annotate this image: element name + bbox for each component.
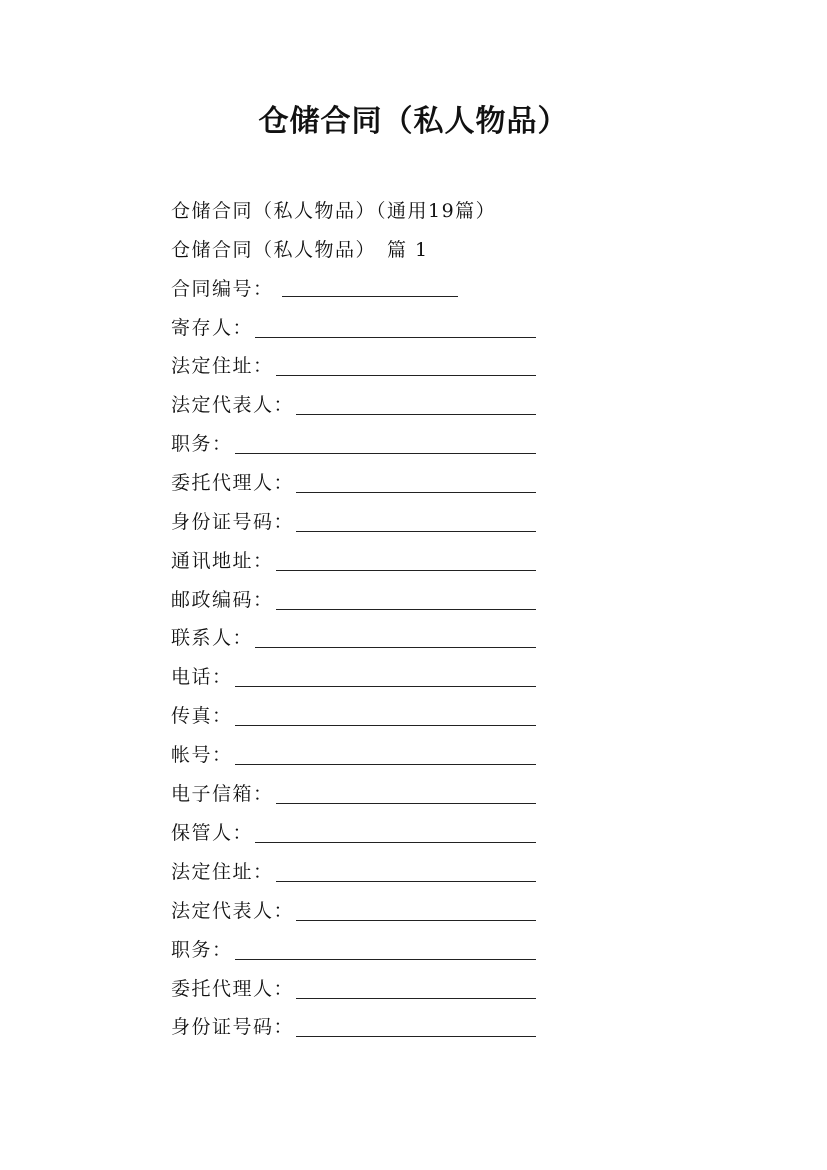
depositor-fax-label: 传真： xyxy=(171,705,233,727)
depositor-legal-rep-field xyxy=(171,392,536,418)
depositor-name-field xyxy=(171,315,536,341)
custodian-name-blank xyxy=(255,822,536,843)
custodian-agent-blank xyxy=(296,978,536,999)
depositor-legal-rep-blank xyxy=(296,394,536,415)
depositor-account-label: 帐号： xyxy=(171,744,233,766)
depositor-mail-address-blank xyxy=(276,550,536,571)
depositor-position-field xyxy=(171,431,536,457)
depositor-address-label: 法定住址： xyxy=(171,355,274,377)
depositor-email-field xyxy=(171,781,536,807)
contract-number-blank xyxy=(282,276,458,297)
depositor-contact-label: 联系人： xyxy=(171,627,254,649)
depositor-position-blank xyxy=(235,433,536,454)
depositor-account-blank xyxy=(235,744,536,765)
custodian-agent-field xyxy=(171,976,536,1002)
depositor-phone-blank xyxy=(235,666,536,687)
custodian-position-blank xyxy=(235,939,536,960)
depositor-name-blank xyxy=(255,317,536,338)
custodian-legal-rep-field xyxy=(171,898,536,924)
custodian-position-label: 职务： xyxy=(171,939,233,961)
depositor-id-label: 身份证号码： xyxy=(171,511,295,533)
custodian-address-label: 法定住址： xyxy=(171,861,274,883)
depositor-legal-rep-label: 法定代表人： xyxy=(171,394,295,416)
custodian-legal-rep-blank xyxy=(296,900,536,921)
depositor-address-blank xyxy=(276,355,536,376)
depositor-postcode-field xyxy=(171,587,536,613)
depositor-email-blank xyxy=(276,783,536,804)
depositor-fax-blank xyxy=(235,705,536,726)
depositor-postcode-label: 邮政编码： xyxy=(171,589,274,611)
document-subtitle: 仓储合同（私人物品）（通用19篇） xyxy=(171,200,497,222)
depositor-address-field xyxy=(171,353,536,379)
depositor-agent-field xyxy=(171,470,536,496)
depositor-agent-blank xyxy=(296,472,536,493)
custodian-position-field xyxy=(171,937,536,963)
depositor-fax-field xyxy=(171,703,536,729)
custodian-id-blank xyxy=(296,1016,536,1037)
depositor-postcode-blank xyxy=(276,589,536,610)
depositor-phone-label: 电话： xyxy=(171,666,233,688)
custodian-name-field xyxy=(171,820,536,846)
depositor-contact-blank xyxy=(255,627,536,648)
custodian-id-field xyxy=(171,1014,536,1040)
custodian-agent-label: 委托代理人： xyxy=(171,978,295,1000)
depositor-agent-label: 委托代理人： xyxy=(171,472,295,494)
custodian-id-label: 身份证号码： xyxy=(171,1016,295,1038)
depositor-id-field xyxy=(171,509,536,535)
depositor-contact-field xyxy=(171,625,536,651)
custodian-address-field xyxy=(171,859,536,885)
contract-number-label: 合同编号： xyxy=(171,278,274,300)
depositor-name-label: 寄存人： xyxy=(171,317,254,339)
document-title: 仓储合同（私人物品） xyxy=(258,104,569,139)
custodian-name-label: 保管人： xyxy=(171,822,254,844)
depositor-position-label: 职务： xyxy=(171,433,233,455)
depositor-id-blank xyxy=(296,511,536,532)
custodian-address-blank xyxy=(276,861,536,882)
custodian-legal-rep-label: 法定代表人： xyxy=(171,900,295,922)
depositor-account-field xyxy=(171,742,536,768)
depositor-mail-address-label: 通讯地址： xyxy=(171,550,274,572)
chapter-heading: 仓储合同（私人物品） 篇 1 xyxy=(171,239,429,261)
depositor-mail-address-field xyxy=(171,548,536,574)
depositor-email-label: 电子信箱： xyxy=(171,783,274,805)
depositor-phone-field xyxy=(171,664,536,690)
